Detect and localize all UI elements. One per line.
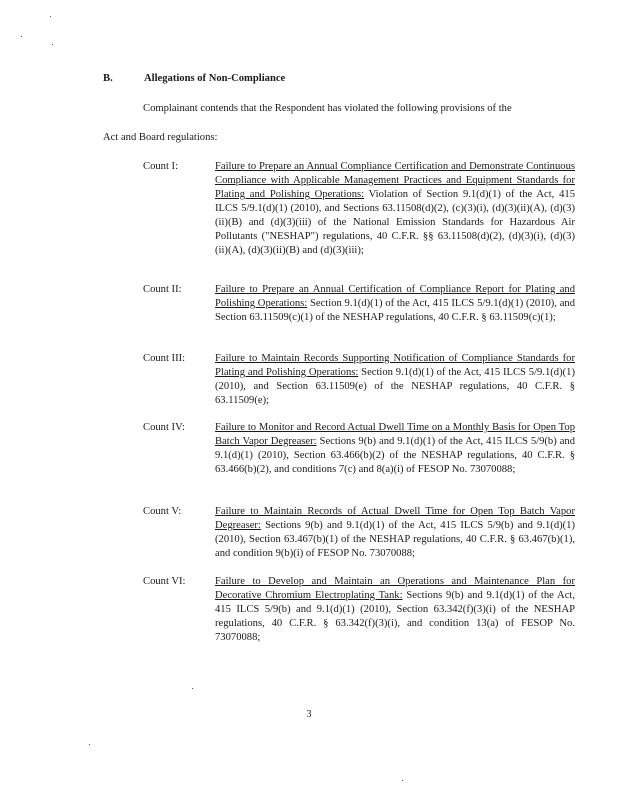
- count-title: Failure to Maintain Records of Actual Dwell Time for Open Top Batch Vapor Degreaser:: [215, 506, 575, 531]
- count-body: [215, 352, 575, 408]
- count-label: Count VI:: [143, 576, 186, 587]
- count-text: Violation of Section 9.1(d)(1) of the Act, 415 ILCS 5/9.1(d)(1) (2010), and Sections 63.11508(d)(2), (c)(3)(i), (d)(3)(ii)(A), (d)(3)(ii)(B) and (d)(3)(iii) of the National Emission Standards for Hazardous Air Pollutants ("NESHAP") regulations, 40 C.F.R. §§ 63.11508(d)(2), (d)(3)(i), (d)(3)(ii)(A), (d)(3)(ii)(B) and (d)(3)(iii);: [215, 189, 575, 256]
- count-label: Count II:: [143, 284, 182, 295]
- count-title: Failure to Monitor and Record Actual Dwell Time on a Monthly Basis for Open Top Batch Vapor Degreaser:: [215, 422, 575, 447]
- count-body: [215, 283, 575, 325]
- count-body: [215, 160, 575, 258]
- scan-speck: [402, 780, 403, 781]
- section-number: B.: [103, 73, 113, 84]
- scan-speck: [192, 688, 193, 689]
- count-title: Failure to Prepare an Annual Certification of Compliance Report for Plating and Polishing Operations:: [215, 284, 575, 309]
- count-title: Failure to Maintain Records Supporting Notification of Compliance Standards for Plating and Polishing Operations:: [215, 353, 575, 378]
- section-heading: [103, 72, 285, 86]
- count-label: Count III:: [143, 353, 186, 364]
- count-body: [215, 421, 575, 477]
- intro-line-1: Complainant contends that the Respondent has violated the following provisions of the: [143, 103, 512, 114]
- scan-speck: [50, 16, 51, 17]
- count-label: Count I:: [143, 161, 179, 172]
- count-text: Sections 9(b) and 9.1(d)(1) of the Act, 415 ILCS 5/9(b) and 9.1(d)(1) (2010), Section 63.467(b)(1) of the NESHAP regulations, 40 C.F.R. § 63.467(b)(1), and condition 9(b)(i) of FESOP No. 73070088;: [215, 520, 575, 559]
- scan-speck: [89, 744, 90, 745]
- page-number: 3: [306, 709, 312, 720]
- count-title: Failure to Develop and Maintain an Operations and Maintenance Plan for Decorative Chromium Electroplating Tank:: [215, 576, 575, 601]
- count-body: [215, 575, 575, 645]
- count-text: Section 9.1(d)(1) of the Act, 415 ILCS 5/9.1(d)(1) (2010), and Section 63.11509(e) of the NESHAP regulations, 40 C.F.R. § 63.11509(e);: [215, 367, 575, 406]
- scan-speck: [52, 44, 53, 45]
- count-text: Section 9.1(d)(1) of the Act, 415 ILCS 5/9.1(d)(1) (2010), and Section 63.11509(c)(1) of the NESHAP regulations, 40 C.F.R. § 63.11509(c)(1);: [215, 298, 575, 323]
- count-text: Sections 9(b) and 9.1(d)(1) of the Act, 415 ILCS 5/9(b) and 9.1(d)(1) (2010), Section 63.466(b)(2) of the NESHAP regulations, 40 C.F.R. § 63.466(b)(2), and conditions 7(c) and 8(a)(i) of FESOP No. 73070088;: [215, 436, 575, 475]
- section-title: Allegations of Non-Compliance: [144, 73, 286, 84]
- count-label: Count V:: [143, 506, 182, 517]
- count-text: Sections 9(b) and 9.1(d)(1) of the Act, 415 ILCS 5/9(b) and 9.1(d)(1) (2010), Section 63.342(f)(3)(i) of the NESHAP regulations, 40 C.F.R. § 63.342(f)(3)(i), and condition 13(a) of FESOP No. 73070088;: [215, 590, 576, 643]
- count-body: [215, 505, 575, 561]
- count-title: Failure to Prepare an Annual Compliance Certification and Demonstrate Continuous Compliance with Applicable Management Practices and Equipment Standards for Plating and Polishing Operations:: [215, 161, 575, 200]
- scan-speck: [21, 36, 22, 37]
- count-label: Count IV:: [143, 422, 185, 433]
- intro-line-2: Act and Board regulations:: [103, 132, 218, 143]
